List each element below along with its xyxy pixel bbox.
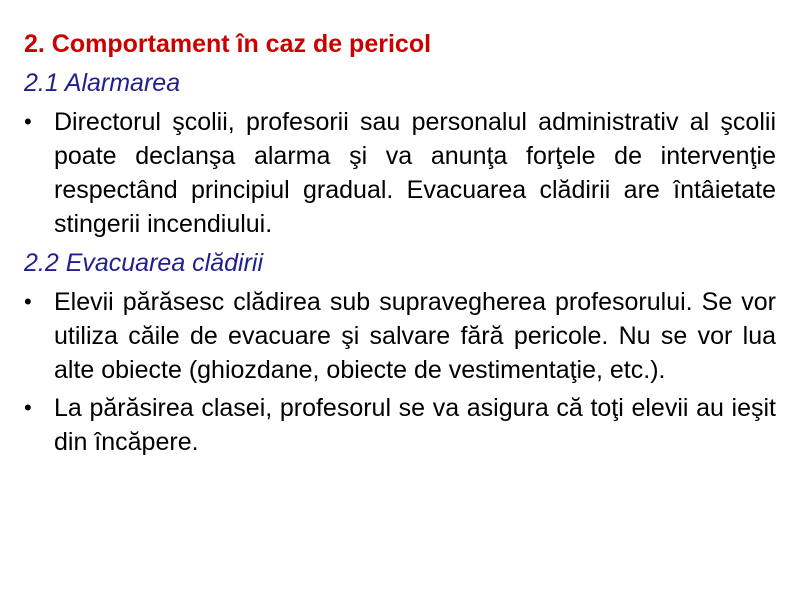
slide-content bbox=[24, 26, 776, 463]
bullet-text: Directorul şcolii, profesorii sau personalul administrativ al şcolii poate declanşa alarma şi va anunţa forţele de intervenţie respectând principiul gradual. Evacuarea clădirii are întâietate stingerii incendiului. bbox=[54, 108, 776, 238]
bullet-text: Elevii părăsesc clădirea sub supravegherea profesorului. Se vor utiliza căile de evacuare şi salvare fără pericole. Nu se vor lua alte obiecte (ghiozdane, obiecte de vestimentaţie, etc.). bbox=[54, 288, 776, 384]
section-title-alarmarea: 2.1 Alarmarea bbox=[24, 69, 181, 97]
bullet-text: La părăsirea clasei, profesorul se va asigura că toţi elevii au ieşit din încăpere. bbox=[54, 394, 776, 456]
bullet-icon: • bbox=[24, 289, 32, 314]
bullet-item bbox=[24, 105, 776, 241]
bullet-icon: • bbox=[24, 395, 32, 420]
bullet-item bbox=[24, 285, 776, 387]
bullet-icon: • bbox=[24, 109, 32, 134]
bullet-item bbox=[24, 391, 776, 459]
slide-heading: 2. Comportament în caz de pericol bbox=[24, 30, 432, 58]
section-title-evacuarea: 2.2 Evacuarea clădirii bbox=[24, 249, 264, 277]
